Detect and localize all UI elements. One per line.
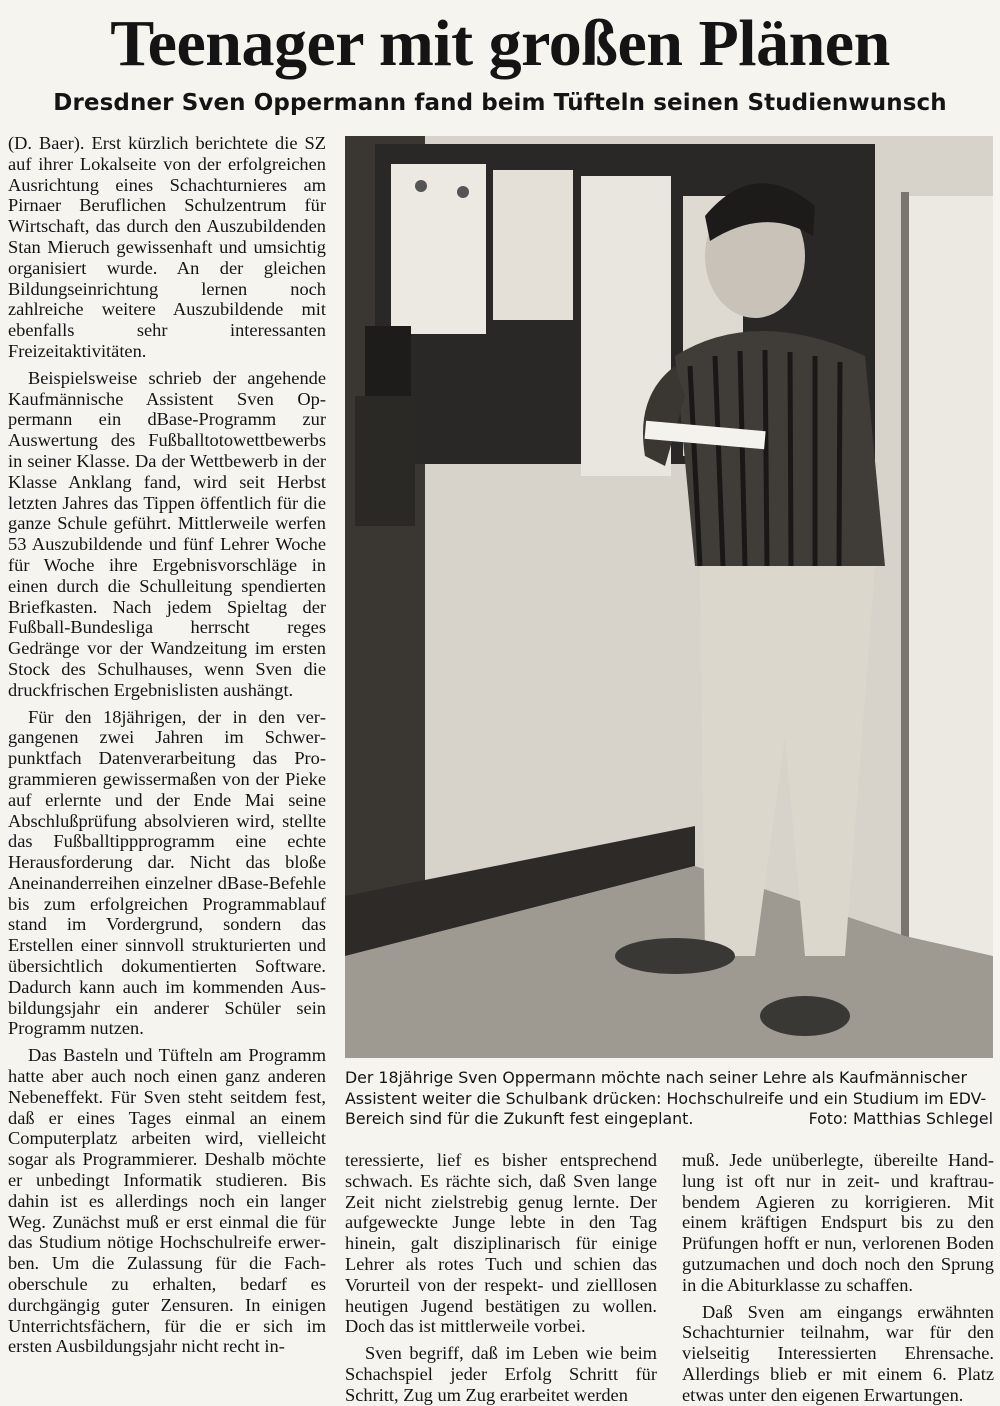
photo-caption <box>345 1068 993 1130</box>
paragraph: Sven begriff, daß im Leben wie beim Schachspiel jeder Erfolg Schritt für Schritt, Zug um Zug erarbeitet werden <box>345 1343 657 1405</box>
photo-credit: Foto: Matthias Schlegel <box>808 1109 993 1128</box>
paragraph: muß. Jede unüberlegte, übereilte Handlung ist oft nur in zeit- und kraftraubendem Agieren zu korrigieren. Mit einem kräftigen Endspurt bis zu den Prüfungen hofft er nun, verlorenen Boden gutzumachen und doch noch den Sprung in die Abiturklasse zu schaffen. <box>682 1150 994 1295</box>
paragraph: Beispielsweise schrieb der angehende Kaufmännische Assistent Sven Oppermann ein dBase-Programm zur Auswertung des Fußballtotowettbewerbs in seiner Klasse. Da der Wettbewerb in der Klasse Anklang fand, wird seit Herbst letzten Jahres das Tippen öffentlich für die ganze Schule geführt. Mittlerweile werfen 53 Auszubildende und fünf Lehrer Woche für Woche ihre Ergebnisvorschläge in einen durch die Schulleitung spendierten Briefkasten. Nach jedem Spieltag der Fußball-Bundesliga herrscht reges Gedränge vor der Wandzeitung im ersten Stock des Schulhauses, wenn Sven die druckfrischen Ergebnislisten aushängt. <box>8 367 326 700</box>
article-column-3 <box>682 1150 994 1405</box>
paragraph: Daß Sven am eingangs erwähnten Schachturnier teilnahm, war für den vielseitig Interessierten Ehrensache. Allerdings blieb er mit einem 6. Platz etwas unter den eigenen Erwartungen. <box>682 1301 994 1405</box>
photo-illustration <box>345 136 993 1058</box>
paragraph: Das Basteln und Tüfteln am Programm hatte aber auch noch einen ganz anderen Nebeneffekt. Für Sven steht seitdem fest, daß er eines Tages einmal an einem Computerplatz arbeiten wird, vielleicht sogar als Programmierer. Deshalb möchte er unbedingt Informatik studieren. Bis dahin ist es allerdings noch ein langer Weg. Zunächst muß er erst einmal die für das Studium nötige Hochschulreife erwerben. Um die Zulassung für die Fachoberschule zu erhalten, bedarf es durchgängig guter Zensuren. In einigen Unterrichtsfächern, für die er sich im ersten Ausbildungsjahr nicht recht in- <box>8 1045 326 1357</box>
headline: Teenager mit großen Plänen <box>110 7 890 80</box>
paragraph: Für den 18jährigen, der in den vergangenen zwei Jahren im Schwerpunktfach Datenverarbeitung das Programmieren gewissermaßen von der Pieke auf erlernte und der Ende Mai seine Abschlußprüfung absolvieren wird, stellte das Fußballtippprogramm eine echte Herausforderung dar. Nicht das bloße Aneinanderreihen einzelner dBase-Befehle bis zum erfolgreichen Programmablauf stand im Vordergrund, sondern das Erstellen einer sinnvoll strukturierten und übersichtlich dokumentierten Software. Dadurch kann auch im kommenden Ausbildungsjahr ein anderer Schüler sein Programm nutzen. <box>8 706 326 1039</box>
article-photo <box>345 136 993 1058</box>
article-column-1 <box>8 133 326 1401</box>
subheadline: Dresdner Sven Oppermann fand beim Tüfteln seinen Studienwunsch <box>53 90 947 116</box>
paragraph: (D. Baer). Erst kürzlich berichtete die SZ auf ihrer Lokalseite von der erfolgreichen Ausrichtung eines Schachturnieres am Pirnaer Beruflichen Schulzentrum für Wirtschaft, das durch den Auszubildenden Stan Mieruch gewissenhaft und umsichtig organisiert wurde. An der gleichen Bildungseinrichtung lernen noch zahlreiche weitere Auszubildende mit ebenfalls sehr interessanten Freizeitaktivitäten. <box>8 133 326 361</box>
photo-caption-text: Der 18jährige Sven Oppermann möchte nach seiner Lehre als Kaufmännischer Assistent weiter die Schulbank drücken: Hochschulreife und ein Studium im EDV-Bereich sind für die Zukunft fest eingeplant. <box>345 1068 987 1128</box>
article-column-2 <box>345 1150 657 1405</box>
paragraph: teressierte, lief es bisher entsprechend schwach. Es rächte sich, daß Sven lange Zeit nicht zielstrebig genug lernte. Der aufgeweckte Junge lebte in den Tag hinein, galt disziplinarisch für einige Lehrer als rotes Tuch und schien das Vorurteil von der respekt- und zielllosen heutigen Jugend bestätigen zu wollen. Doch das ist mittlerweile vorbei. <box>345 1150 657 1337</box>
